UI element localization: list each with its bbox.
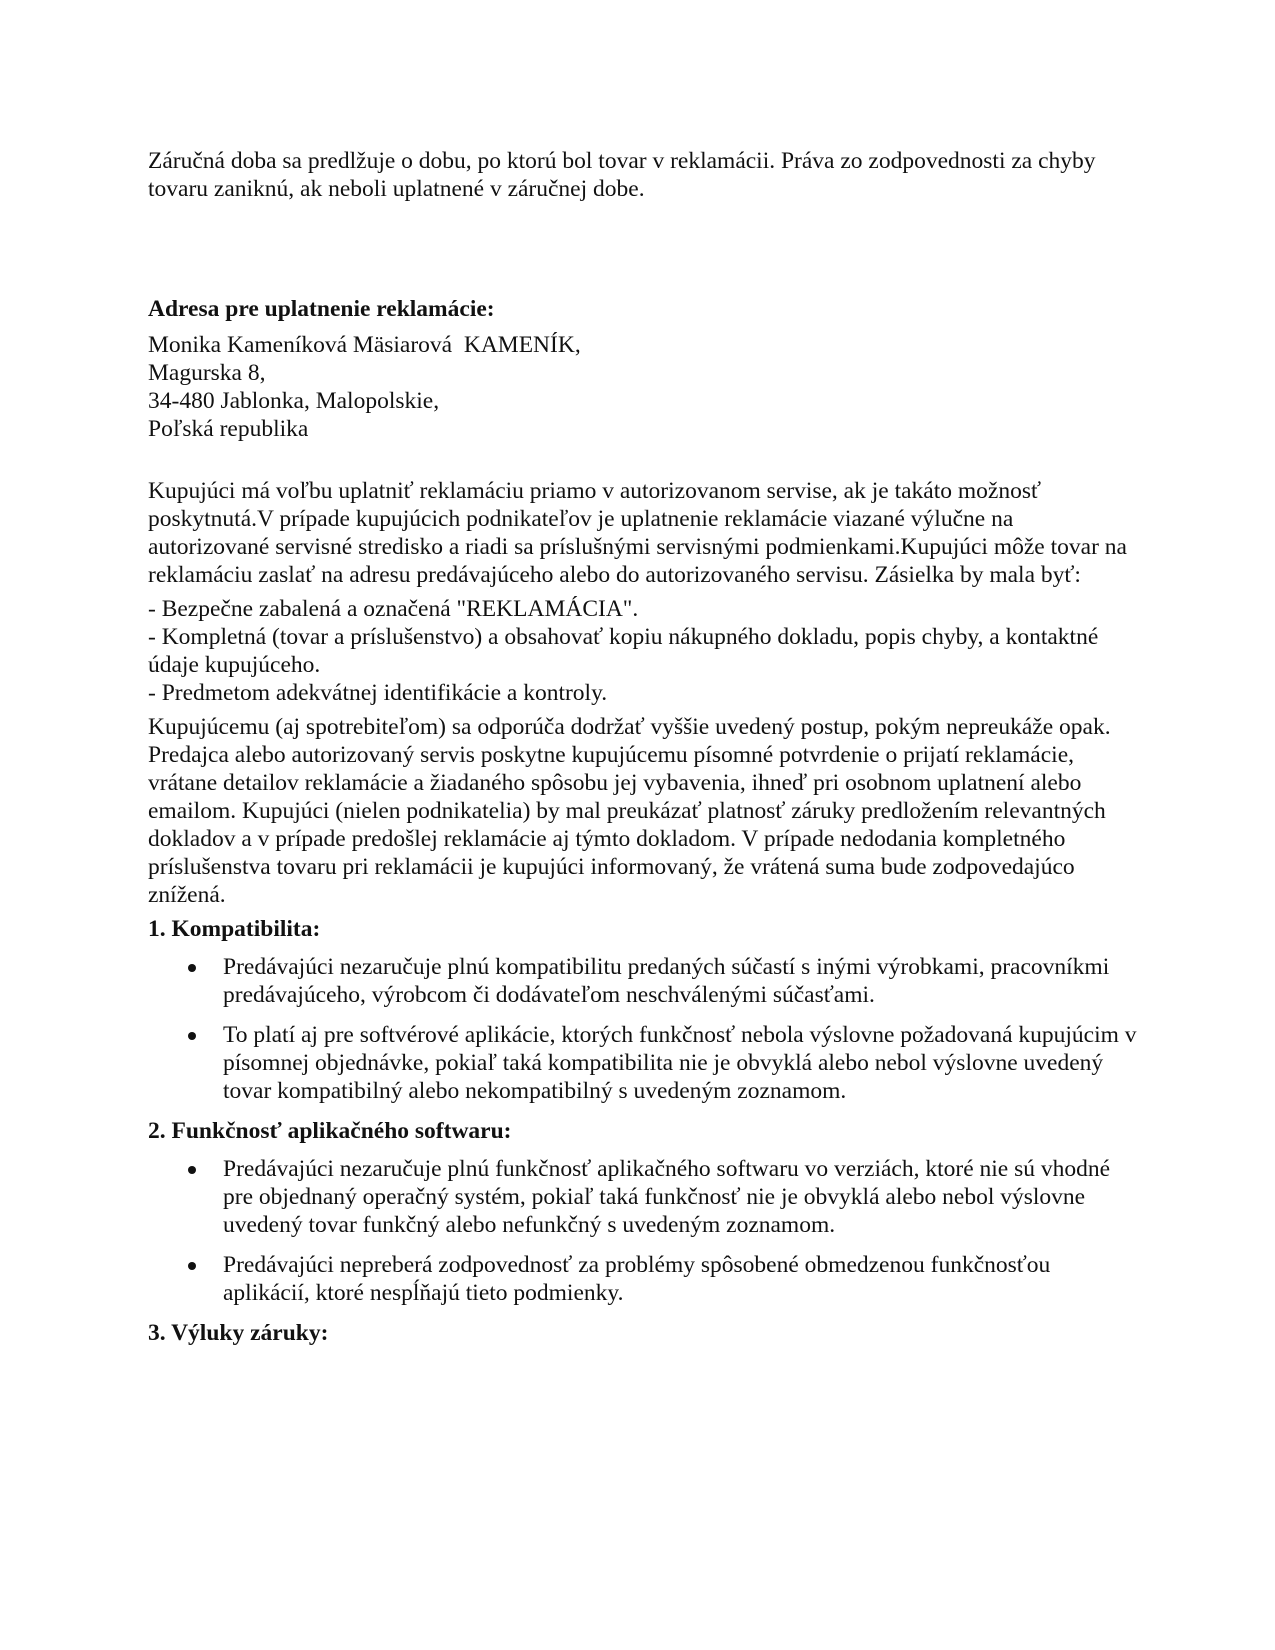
list-item	[148, 953, 1138, 1009]
document-body	[148, 147, 1138, 1357]
list-item	[148, 1021, 1138, 1105]
list-item: - Kompletná (tovar a príslušenstvo) a obsahovať kopiu nákupného dokladu, popis chyby, a kontaktné údaje kupujúceho.	[148, 624, 1099, 678]
section-heading-exclusions: 3. Výluky záruky:	[148, 1320, 329, 1346]
bullet-icon	[188, 964, 196, 972]
list-item	[148, 1251, 1138, 1307]
bullet-icon	[188, 1032, 196, 1040]
list-item-text: Predávajúci nepreberá zodpovednosť za problémy spôsobené obmedzenou funkčnosťou aplikácií, ktoré nespĺňajú tieto podmienky.	[223, 1252, 1051, 1306]
list-item-text: Predávajúci nezaručuje plnú kompatibilitu predaných súčastí s inými výrobkami, pracovníkmi predávajúceho, výrobcom či dodávateľom neschválenými súčasťami.	[223, 954, 1110, 1008]
list-item	[148, 1155, 1138, 1239]
address-line: Poľská republika	[148, 416, 309, 442]
address-line: Monika Kameníková Mäsiarová KAMENÍK,	[148, 332, 581, 358]
shipment-requirements-list	[148, 595, 1138, 707]
section-heading-software: 2. Funkčnosť aplikačného softwaru:	[148, 1118, 512, 1144]
claim-address	[148, 331, 1138, 443]
procedure-paragraph: Kupujúcemu (aj spotrebiteľom) sa odporúča dodržať vyššie uvedený postup, pokým nepreukáže opak. Predajca alebo autorizovaný servis poskytne kupujúcemu písomné potvrdenie o prijatí reklamácie, vrátane detailov reklamácie a žiadaného spôsobu jej vybavenia, ihneď pri osobnom uplatnení alebo emailom. Kupujúci (nielen podnikatelia) by mal preukázať platnosť záruky predložením relevantných dokladov a v prípade predošlej reklamácie aj týmto dokladom. V prípade nedodania kompletného príslušenstva tovaru pri reklamácii je kupujúci informovaný, že vrátená suma bude zodpovedajúco znížená.	[148, 714, 1111, 908]
address-line: Magurska 8,	[148, 360, 266, 386]
address-line: 34-480 Jablonka, Malopolskie,	[148, 388, 440, 414]
list-item: - Predmetom adekvátnej identifikácie a kontroly.	[148, 680, 608, 706]
list-item: - Bezpečne zabalená a označená "REKLAMÁCIA".	[148, 596, 639, 622]
list-item-text: To platí aj pre softvérové aplikácie, ktorých funkčnosť nebola výslovne požadovaná kupujúcim v písomnej objednávke, pokiaľ taká kompatibilita nie je obvyklá alebo nebol výslovne uvedený tovar kompatibilný alebo nekompatibilný s uvedeným zoznamom.	[223, 1022, 1137, 1104]
software-list	[148, 1155, 1138, 1307]
compatibility-list	[148, 953, 1138, 1105]
bullet-icon	[188, 1166, 196, 1174]
bullet-icon	[188, 1262, 196, 1270]
list-item-text: Predávajúci nezaručuje plnú funkčnosť aplikačného softwaru vo verziách, ktoré nie sú vhodné pre objednaný operačný systém, pokiaľ taká funkčnosť nie je obvyklá alebo nebol výslovne uvedený tovar funkčný alebo nefunkčný s uvedeným zoznamom.	[223, 1156, 1111, 1238]
claim-paragraph: Kupujúci má voľbu uplatniť reklamáciu priamo v autorizovanom servise, ak je takáto možnosť poskytnutá.V prípade kupujúcich podnikateľov je uplatnenie reklamácie viazané výlučne na autorizované servisné stredisko a riadi sa príslušnými servisnými podmienkami.Kupujúci môže tovar na reklamáciu zaslať na adresu predávajúceho alebo do autorizovaného servisu. Zásielka by mala byť:	[148, 478, 1127, 588]
warranty-extension-paragraph: Záručná doba sa predlžuje o dobu, po ktorú bol tovar v reklamácii. Práva zo zodpovednosti za chyby tovaru zaniknú, ak neboli uplatnené v záručnej dobe.	[148, 148, 1096, 202]
section-heading-compatibility: 1. Kompatibilita:	[148, 916, 321, 942]
address-heading: Adresa pre uplatnenie reklamácie:	[148, 296, 495, 322]
